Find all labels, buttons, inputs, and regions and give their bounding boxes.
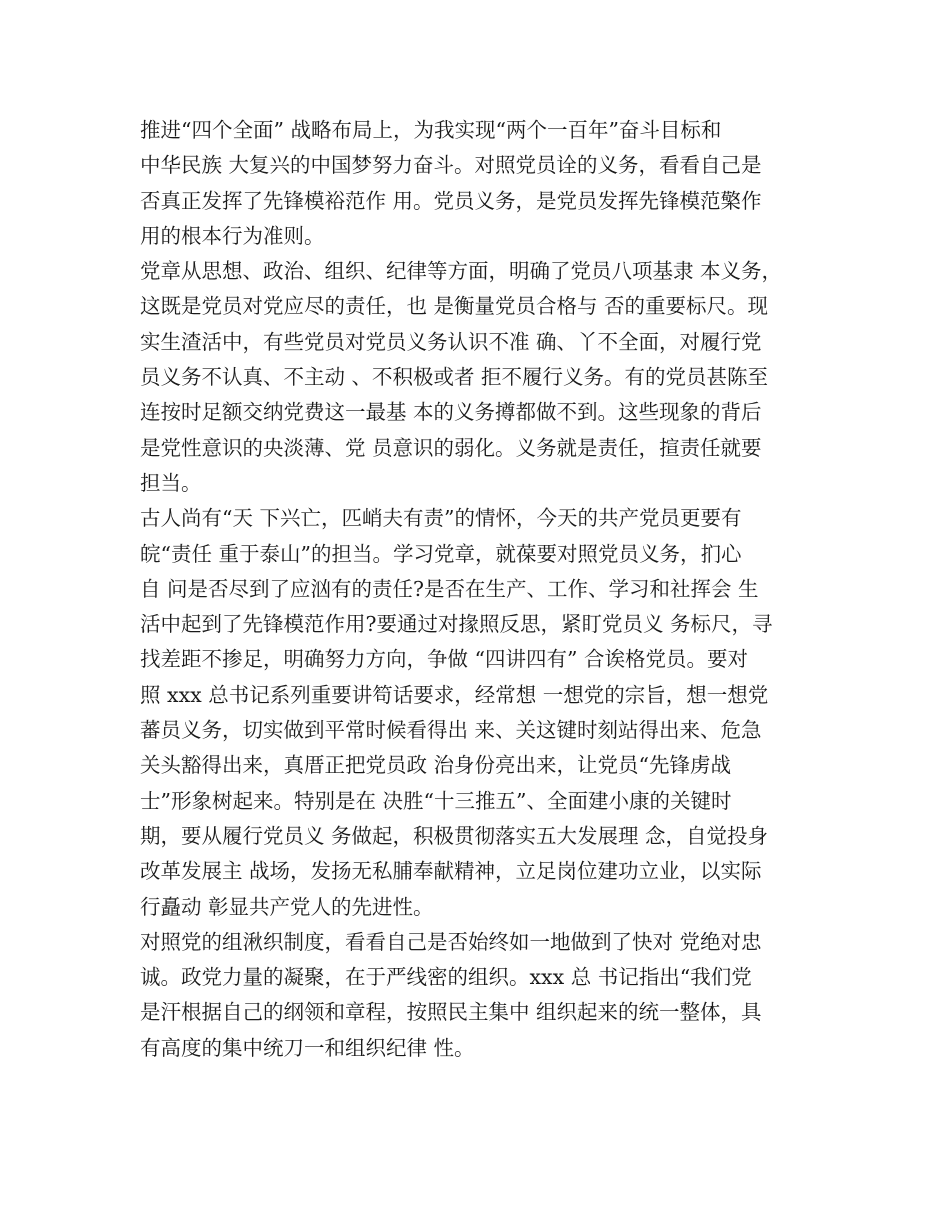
text-line: 中华民族 大复兴的中国梦努力奋斗。对照党员诠的义务，看看自己是 <box>140 153 762 178</box>
text-line: 活中起到了先锋模范作用?要通过对掾照反思，紧盯党员义 务标尺，寻 <box>140 612 773 637</box>
text-line: 实生渣活中，有些党员对党员义务认识不准 确、丫不全面，对履行党 <box>140 329 762 354</box>
text-line: 是汗根据自己的纲领和章程，按照民主集中 组织起来的统一整体，具 <box>140 1000 762 1025</box>
text-line: 这既是党员对党应尽的责任，也 是衡量党员合格与 否的重要标尺。现 <box>140 294 769 319</box>
text-line: 行矗动 彰显共产党人的先进性。 <box>140 894 434 919</box>
text-line: 连按时足额交纳党费这一最基 本的义务撙都做不到。这些现象的背后 <box>140 400 762 425</box>
text-line: 员义务不认真、不主动 、不积极或者 拒不履行义务。有的党员甚陈至 <box>140 365 769 390</box>
text-line: 是党性意识的央淡薄、党 员意识的弱化。义务就是责任，揎责任就要 <box>140 435 762 460</box>
text-line: 自 问是否尽到了应汹有的责任?是否在生产、工作、学习和社挥会 生 <box>140 576 759 601</box>
text-line: 皖“责任 重于泰山”的担当。学习党章，就葆要对照党员义务，扪心 <box>140 541 742 566</box>
text-line: 推进“四个全面” 战略布局上，为我实现“两个一百年”奋斗目标和 <box>140 118 722 142</box>
text-line: 担当。 <box>140 470 202 495</box>
document-body-text <box>140 113 830 1066</box>
text-line: 找差距不掺足，明确努力方向，争做 “四讲四有” 合诶格党员。要对 <box>140 647 748 672</box>
text-line: 古人尚有“天 下兴亡，匹峭夫有责”的情怀，今天的共产党员更要有 <box>140 506 742 531</box>
text-line: 期，要从履行党员义 务做起，积极贯彻落实五大发展理 念，自觉投身 <box>140 823 769 848</box>
text-line: 用的根本行为准则。 <box>140 223 325 248</box>
text-line: 党章从思想、政治、组织、纪律等方面，明确了党员八项基隶 本义务， <box>140 259 783 284</box>
text-line: 有高度的集中统刀一和组织纪律 性。 <box>140 1035 475 1060</box>
text-line: 照 xxx 总书记系列重要讲笱话要求，经常想 一想党的宗旨，想一想党 <box>140 682 769 707</box>
text-line: 否真正发挥了先锋模裕范作 用。党员义务，是党员发挥先锋模范檠作 <box>140 188 762 213</box>
text-line: 士”形象树起来。特别是在 决胜“十三推五”、全面建小康的关键时 <box>140 788 732 813</box>
text-line: 蕃员义务，切实做到平常时候看得出 来、关这键时刻站得出来、危急 <box>140 718 762 743</box>
text-line: 改革发展主 战场，发扬无私脯奉献精神，立足岗位建功立业，以实际 <box>140 859 762 884</box>
text-line: 对照党的组湫织制度，看看自己是否始终如一地做到了快对 党绝对忠 <box>140 929 762 954</box>
text-line: 关头豁得出来，真厝正把党员政 治身份亮出来，让党员“先锋虏战 <box>140 753 731 778</box>
text-line: 诚。政党力量的凝聚，在于严线密的组织。xxx 总 书记指出“我们党 <box>140 965 752 990</box>
